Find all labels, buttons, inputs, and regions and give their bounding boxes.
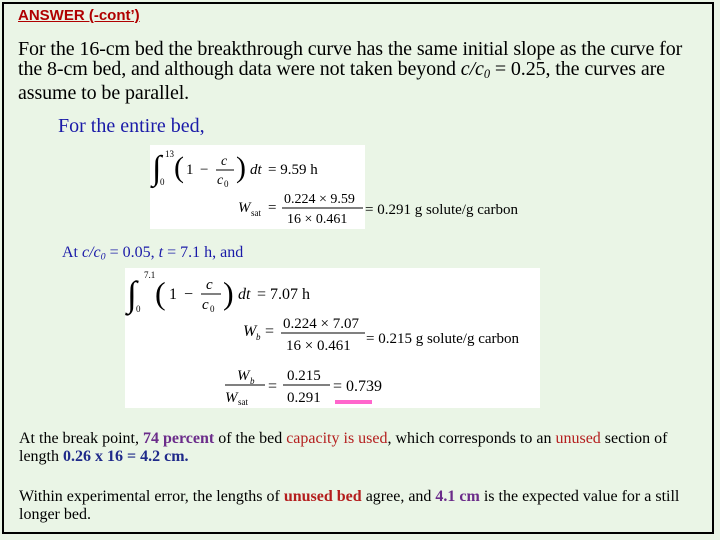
- wb-symbol: W: [243, 323, 257, 340]
- bp-capacity: capacity is used: [286, 430, 388, 447]
- intro-c-sub: 0: [483, 66, 490, 81]
- intro-text-2: = 0.25, the curves are assume to be parallel.: [18, 57, 665, 105]
- at-condition-line: [62, 244, 243, 262]
- ratio-num-sub: b: [250, 376, 255, 386]
- wsat-numerator: 0.224 × 9.59: [284, 192, 355, 207]
- at-text-2: = 0.05,: [105, 244, 159, 261]
- left-paren-2: (: [155, 275, 166, 311]
- frac-den-sub-2: 0: [210, 304, 215, 314]
- ratio-result: = 0.739: [333, 378, 383, 395]
- at-c-sub: 0: [100, 251, 106, 263]
- right-paren: ): [236, 151, 246, 184]
- break-point-paragraph: [19, 430, 709, 466]
- bp-length: 0.26 x 16 = 4.2 cm.: [63, 448, 189, 465]
- ratio-equals: =: [268, 378, 278, 395]
- cc-unused-bed: unused bed: [283, 488, 362, 505]
- wsat-symbol: W: [238, 200, 251, 216]
- bp-text-4: section of length: [19, 430, 668, 465]
- cc-text-3: is the expected value for a still longer bed.: [19, 488, 680, 523]
- ratio-den-sub: sat: [238, 397, 248, 407]
- ratio-denominator: 0.291: [287, 390, 321, 406]
- frac-den-sub: 0: [224, 179, 229, 189]
- at-t-symbol: t: [158, 244, 164, 261]
- cc-value: 4.1 cm: [435, 488, 480, 505]
- dt-term-2: dt: [238, 286, 251, 303]
- slide-heading: ANSWER (-cont’): [18, 7, 140, 24]
- equation-image-entire-bed: [150, 145, 365, 229]
- ratio-den-w: W: [225, 390, 238, 406]
- dt-term: dt: [250, 162, 262, 178]
- bp-text-3: , which corresponds to an: [387, 430, 556, 447]
- cc-text-2: agree, and: [361, 488, 436, 505]
- cc-text-1: Within experimental error, the lengths of: [19, 488, 284, 505]
- integral-result: = 9.59 h: [268, 162, 318, 178]
- bp-text-2: of the bed: [214, 430, 287, 447]
- left-paren: (: [174, 151, 184, 184]
- integral-upper-limit-2: 7.1: [144, 270, 156, 280]
- frac-num-c: c: [221, 154, 228, 169]
- equation-break-point: [125, 268, 540, 408]
- ratio-numerator: 0.215: [287, 368, 321, 384]
- right-paren-2: ): [223, 275, 234, 311]
- integral-upper-limit: 13: [165, 149, 174, 159]
- integral-lower-limit-2: 0: [136, 304, 141, 314]
- intro-c-ratio: c/c: [460, 57, 484, 80]
- wb-equals: =: [265, 323, 275, 340]
- term-one-2: 1: [169, 286, 177, 303]
- at-c-ratio: c/c: [82, 244, 101, 261]
- wsat-denominator: 16 × 0.461: [287, 212, 348, 227]
- term-one: 1: [186, 162, 194, 178]
- intro-paragraph: [18, 40, 708, 104]
- bp-unused: unused: [555, 430, 601, 447]
- equation-entire-bed: [150, 145, 365, 229]
- integral-sign-2: ∫: [127, 274, 137, 314]
- frac-num-c-2: c: [206, 277, 213, 293]
- integral-result-2: = 7.07 h: [257, 286, 311, 303]
- wb-result: = 0.215 g solute/g carbon: [366, 331, 520, 347]
- wb-numerator: 0.224 × 7.07: [283, 316, 359, 332]
- integral-lower-limit: 0: [160, 177, 165, 187]
- wsat-result: = 0.291 g solute/g carbon: [365, 202, 519, 218]
- wsat-subscript: sat: [251, 208, 261, 218]
- bp-text-1: At the break point,: [19, 430, 143, 447]
- equation-image-break-point: [125, 268, 540, 408]
- bp-percent: 74 percent: [142, 430, 215, 447]
- wsat-equals: =: [268, 200, 277, 216]
- entire-bed-label: For the entire bed,: [58, 115, 205, 137]
- at-text-3: = 7.1 h, and: [163, 244, 244, 261]
- integral-sign: ∫: [152, 150, 162, 187]
- at-text-1: At: [62, 244, 82, 261]
- term-minus: −: [200, 162, 209, 178]
- frac-den-c-2: c: [202, 297, 209, 313]
- conclusion-paragraph: [19, 488, 709, 524]
- ratio-num-w: W: [237, 368, 250, 384]
- frac-den-c: c: [217, 173, 224, 188]
- highlight-underline: [335, 400, 372, 404]
- wb-subscript: b: [256, 332, 261, 342]
- intro-text-1: For the 16-cm bed the breakthrough curve has the same initial slope as the curve for the 8-cm bed, and although data were not taken beyond: [18, 38, 683, 80]
- wb-denominator: 16 × 0.461: [286, 338, 351, 354]
- term-minus-2: −: [184, 286, 194, 303]
